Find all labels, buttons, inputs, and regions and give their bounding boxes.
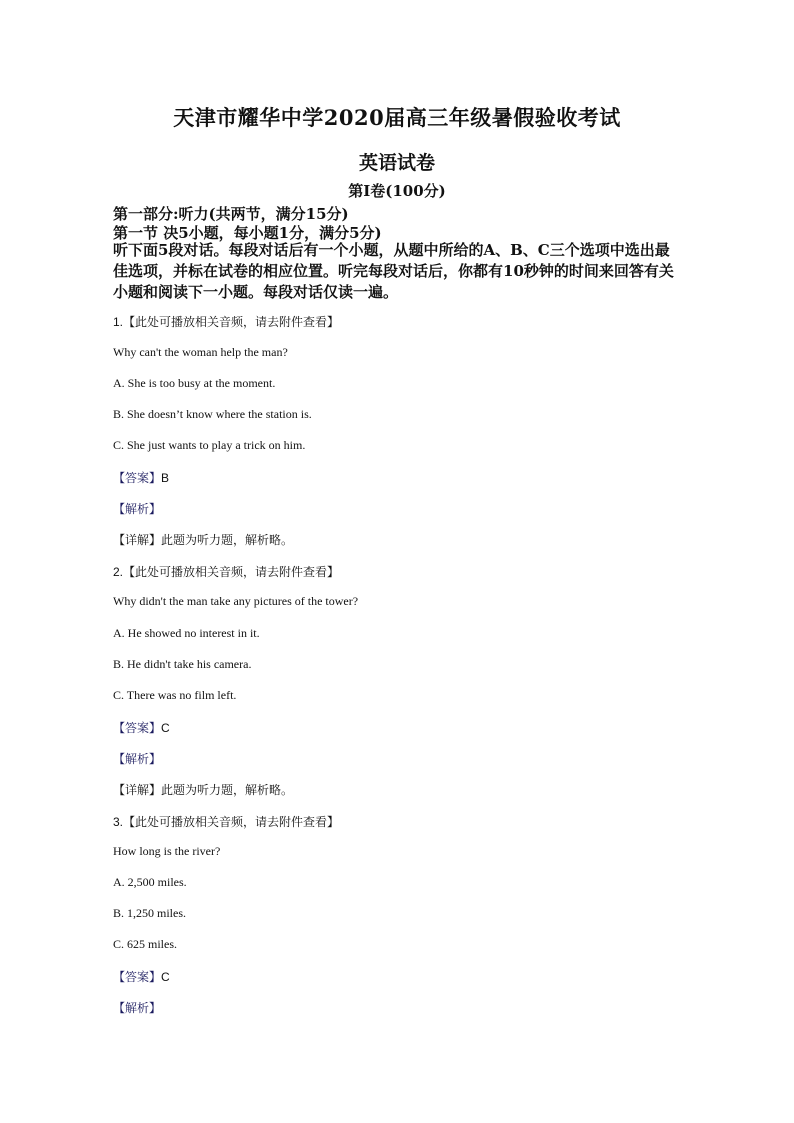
question-3-header [113, 813, 339, 830]
question-2-analysis [113, 750, 161, 767]
answer-value: C [161, 970, 170, 984]
question-3-option-c: C. 625 miles. [113, 937, 178, 951]
question-1-text: Why can't the woman help the man? [113, 345, 288, 359]
detail-label: 【详解】 [113, 533, 162, 547]
audio-note: 【此处可播放相关音频，请去附件查看】 [123, 565, 340, 579]
question-1-header [113, 313, 339, 330]
question-3-text: How long is the river? [113, 844, 221, 858]
exam-title: 天津市耀华中学2020届高三年级暑假验收考试 [173, 105, 621, 130]
question-3-option-b: B. 1,250 miles. [113, 906, 187, 920]
audio-note: 【此处可播放相关音频，请去附件查看】 [123, 815, 340, 829]
question-1-option-a: A. She is too busy at the moment. [113, 376, 276, 390]
question-2-answer [113, 719, 170, 736]
analysis-label: 【解析】 [113, 502, 162, 516]
detail-text: 此题为听力题，解析略。 [161, 533, 294, 547]
question-2-option-b: B. He didn't take his camera. [113, 657, 252, 671]
detail-text: 此题为听力题，解析略。 [161, 783, 294, 797]
exam-subtitle: 英语试卷 [358, 152, 435, 174]
question-1-option-b: B. She doesn’t know where the station is. [113, 407, 312, 421]
part1-heading: 第一部分:听力(共两节，满分15分) [113, 205, 349, 223]
question-1-answer [113, 469, 169, 486]
question-3-answer [113, 968, 170, 985]
question-2-option-c: C. There was no film left. [113, 688, 237, 702]
question-1-option-c: C. She just wants to play a trick on him. [113, 438, 306, 452]
audio-note: 【此处可播放相关音频，请去附件查看】 [123, 315, 340, 329]
question-number: 2. [113, 565, 124, 579]
question-1-detail [113, 531, 293, 548]
answer-value: B [161, 471, 170, 485]
analysis-label: 【解析】 [113, 752, 162, 766]
question-number: 1. [113, 315, 124, 329]
question-2-option-a: A. He showed no interest in it. [113, 626, 260, 640]
answer-label: 【答案】 [113, 970, 162, 984]
question-3-option-a: A. 2,500 miles. [113, 875, 187, 889]
question-2-detail [113, 781, 293, 798]
detail-label: 【详解】 [113, 783, 162, 797]
question-2-header [113, 563, 339, 580]
question-number: 3. [113, 815, 124, 829]
answer-label: 【答案】 [113, 721, 162, 735]
section1-heading: 第一节 决5小题，每小题1分，满分5分) [113, 224, 382, 242]
question-1-analysis [113, 500, 161, 517]
volume-heading: 第Ⅰ卷(100分) [348, 182, 446, 200]
analysis-label: 【解析】 [113, 1001, 162, 1015]
question-2-text: Why didn't the man take any pictures of the tower? [113, 594, 359, 608]
question-3-analysis [113, 999, 161, 1016]
answer-label: 【答案】 [113, 471, 162, 485]
listening-instructions: 听下面5段对话。每段对话后有一个小题，从题中所给的A、B、C三个选项中选出最佳选项，并标在试卷的相应位置。听完每段对话后，你都有10秒钟的时间来回答有关 小题和阅读下一小题。每段对话仅读一遍。 [113, 241, 674, 301]
answer-value: C [161, 721, 170, 735]
